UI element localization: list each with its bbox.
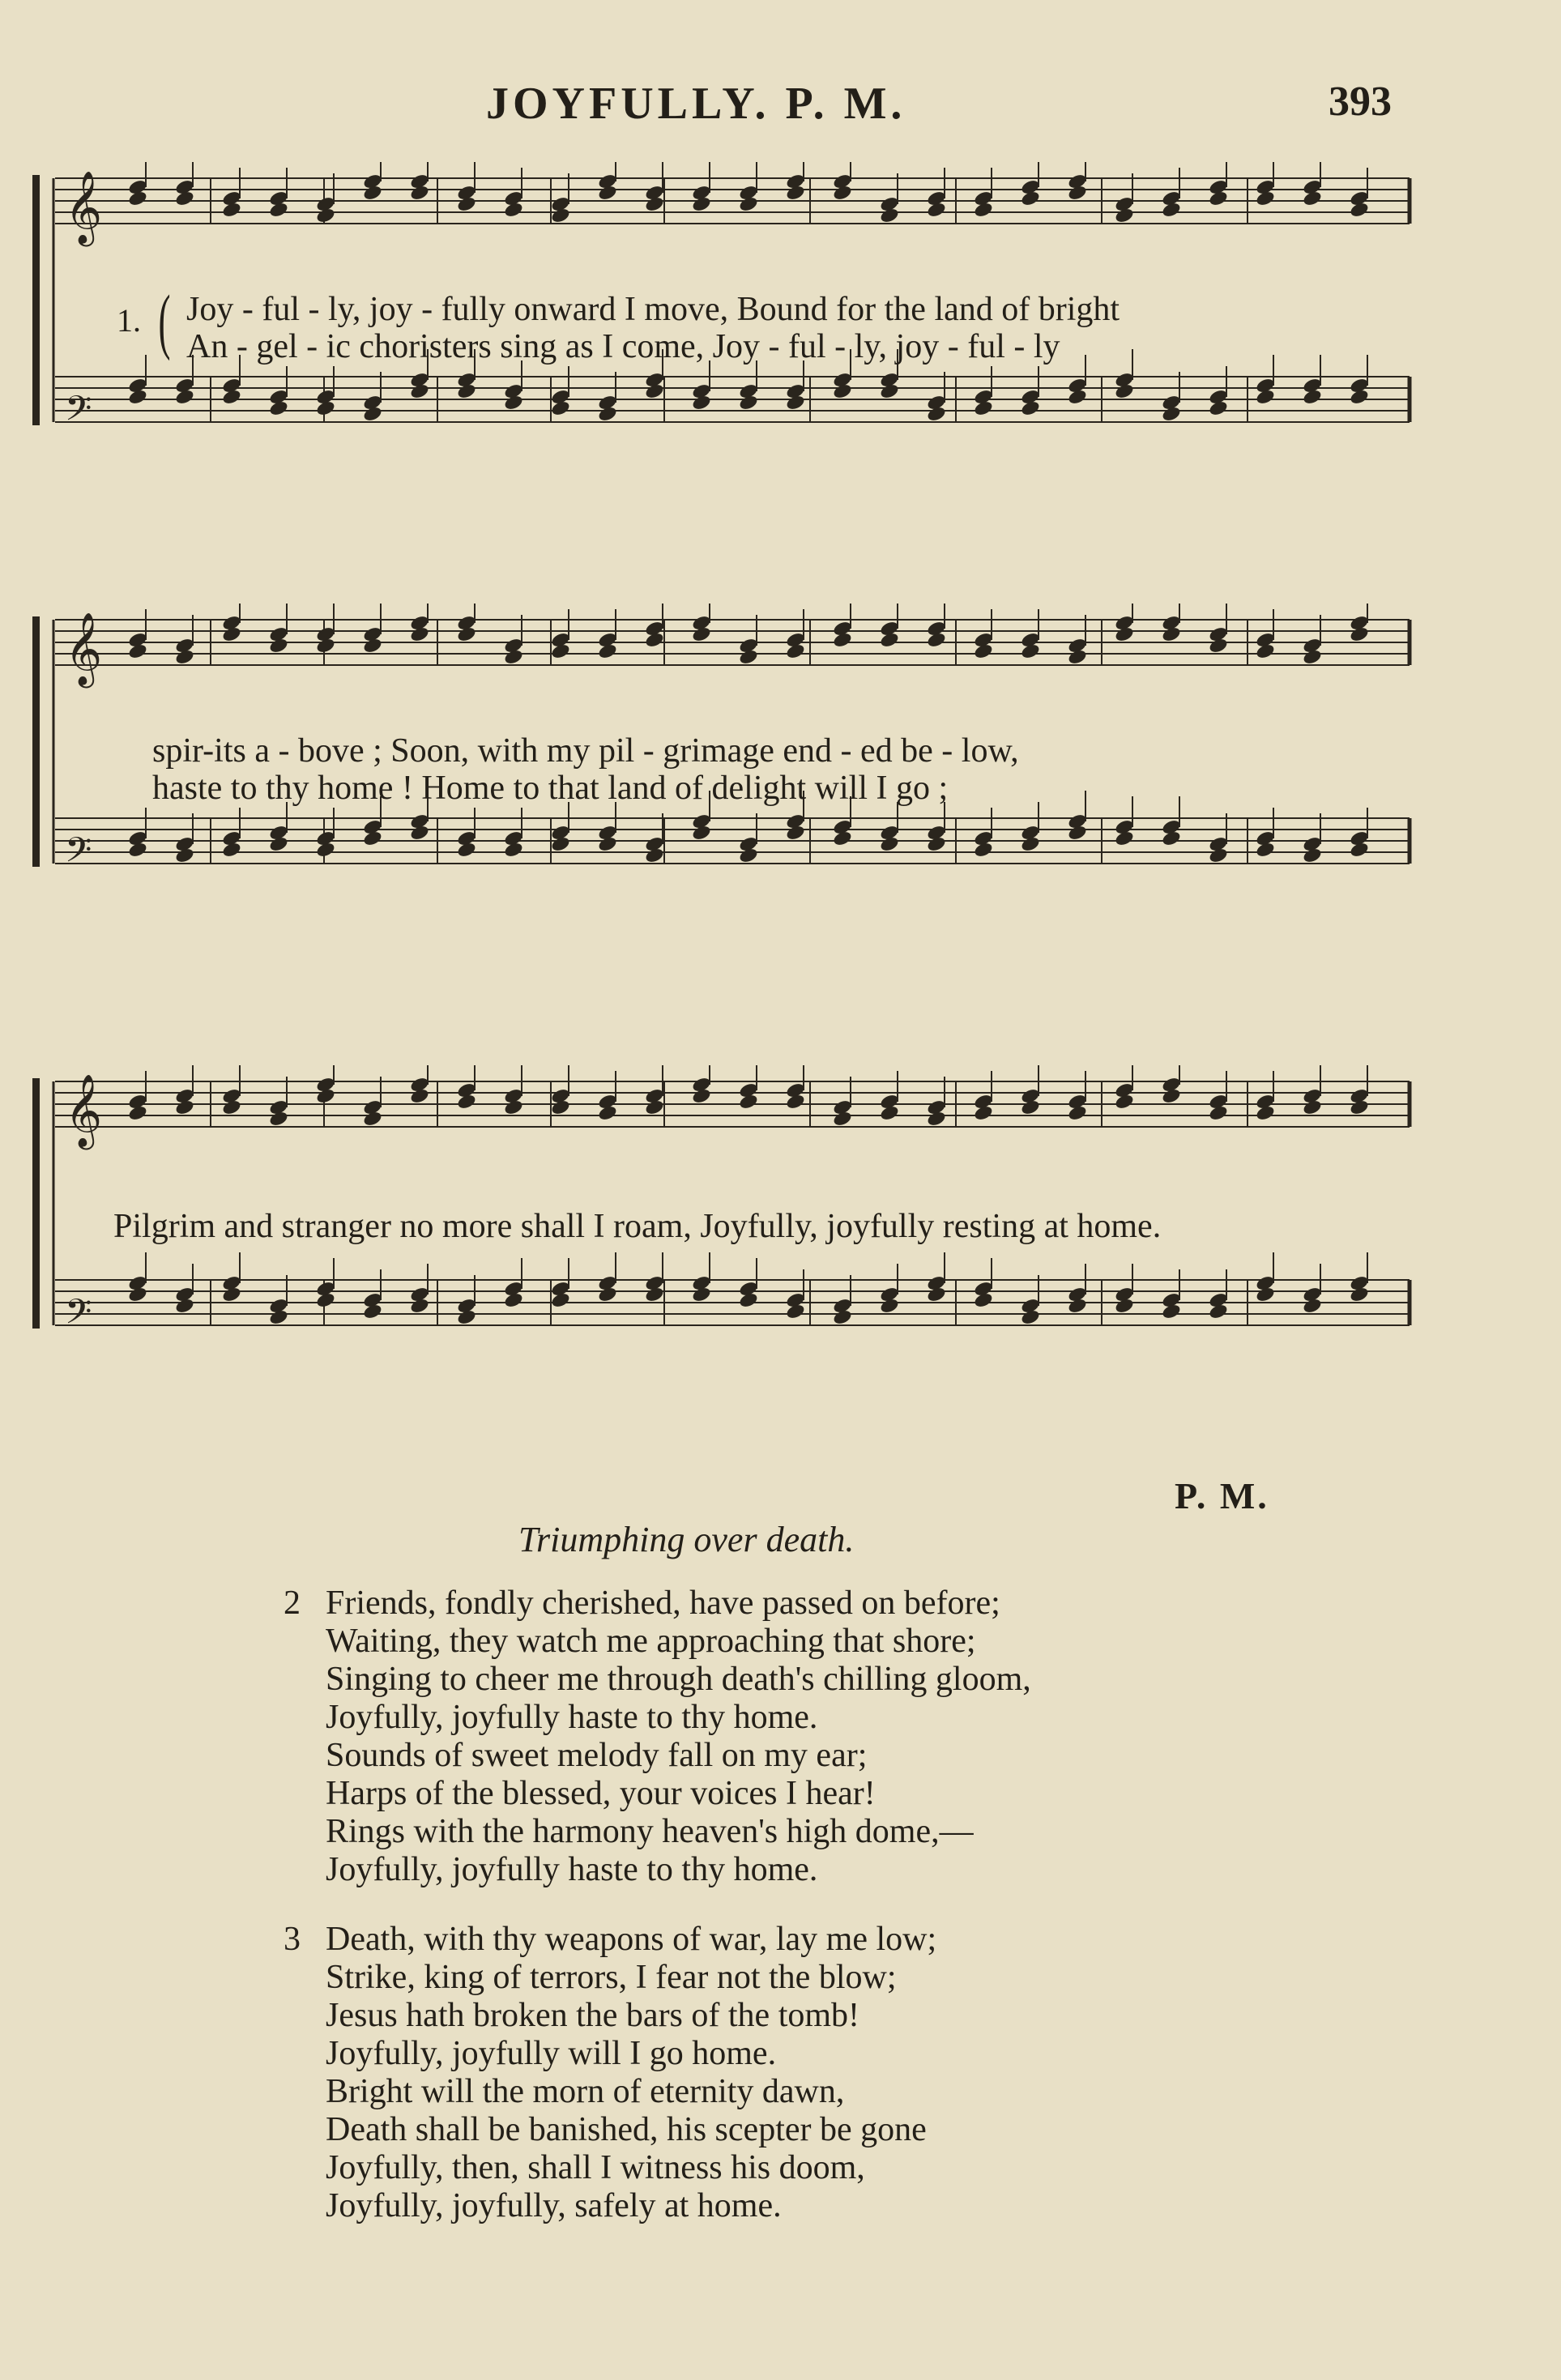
music-system-1 [32, 162, 1418, 502]
brace-icon: ( [158, 281, 171, 361]
music-system-3 [32, 1065, 1418, 1405]
lyric-line: An - gel - ic choristers sing as I come, Joy - ful - ly, joy - ful - ly [186, 328, 1060, 365]
stanza-line: Harps of the blessed, your voices I hear! [326, 1775, 876, 1812]
stanza-line: Death, with thy weapons of war, lay me low; [326, 1921, 937, 1958]
stanza-line: Joyfully, joyfully haste to thy home. [326, 1851, 818, 1888]
stanza-line: Joyfully, joyfully will I go home. [326, 2035, 777, 2072]
bass-clef-icon: 𝄢 [65, 389, 92, 437]
stanza-line: Sounds of sweet melody fall on my ear; [326, 1737, 868, 1774]
lyric-line: haste to thy home ! Home to that land of delight will I go ; [152, 770, 949, 807]
page-title: JOYFULLY. P. M. [486, 79, 906, 129]
stanza-line: Joyfully, joyfully haste to thy home. [326, 1699, 818, 1736]
stanza-line: Joyfully, then, shall I witness his doom, [326, 2149, 865, 2186]
bass-clef-icon: 𝄢 [65, 830, 92, 879]
meter-label: P. M. [1175, 1475, 1269, 1516]
verse-number: 1. [117, 302, 141, 339]
treble-clef-icon: 𝄞 [65, 171, 103, 244]
lyric-line: Pilgrim and stranger no more shall I roam, Joyfully, joyfully resting at home. [113, 1208, 1162, 1245]
treble-clef-icon: 𝄞 [65, 612, 103, 685]
treble-clef-icon: 𝄞 [65, 1074, 103, 1147]
page-header [0, 78, 1561, 134]
stanza-line: Jesus hath broken the bars of the tomb! [326, 1997, 860, 2034]
stanza-number: 2 [284, 1585, 301, 1622]
stanza-line: Rings with the harmony heaven's high dome,— [326, 1813, 974, 1850]
lyric-line: spir-its a - bove ; Soon, with my pil - grimage end - ed be - low, [152, 732, 1019, 770]
page-number: 393 [1329, 79, 1392, 125]
stanza-line: Waiting, they watch me approaching that shore; [326, 1623, 976, 1660]
music-system-2 [32, 604, 1418, 944]
system-bar [32, 175, 40, 425]
stanza-line: Death shall be banished, his scepter be gone [326, 2111, 927, 2148]
lyric-line: Joy - ful - ly, joy - fully onward I move, Bound for the land of bright [186, 291, 1120, 328]
bass-clef-icon: 𝄢 [65, 1292, 92, 1341]
stanza-line: Friends, fondly cherished, have passed on before; [326, 1585, 1000, 1622]
stanza-line: Joyfully, joyfully, safely at home. [326, 2187, 782, 2224]
stanza-line: Bright will the morn of eternity dawn, [326, 2073, 845, 2110]
hymn-subtitle: Triumphing over death. [518, 1520, 855, 1559]
system-bar [32, 616, 40, 867]
system-bar [32, 1078, 40, 1329]
stanza-line: Strike, king of terrors, I fear not the blow; [326, 1959, 897, 1996]
stanza-number: 3 [284, 1921, 301, 1958]
stanza-line: Singing to cheer me through death's chilling gloom, [326, 1661, 1031, 1698]
